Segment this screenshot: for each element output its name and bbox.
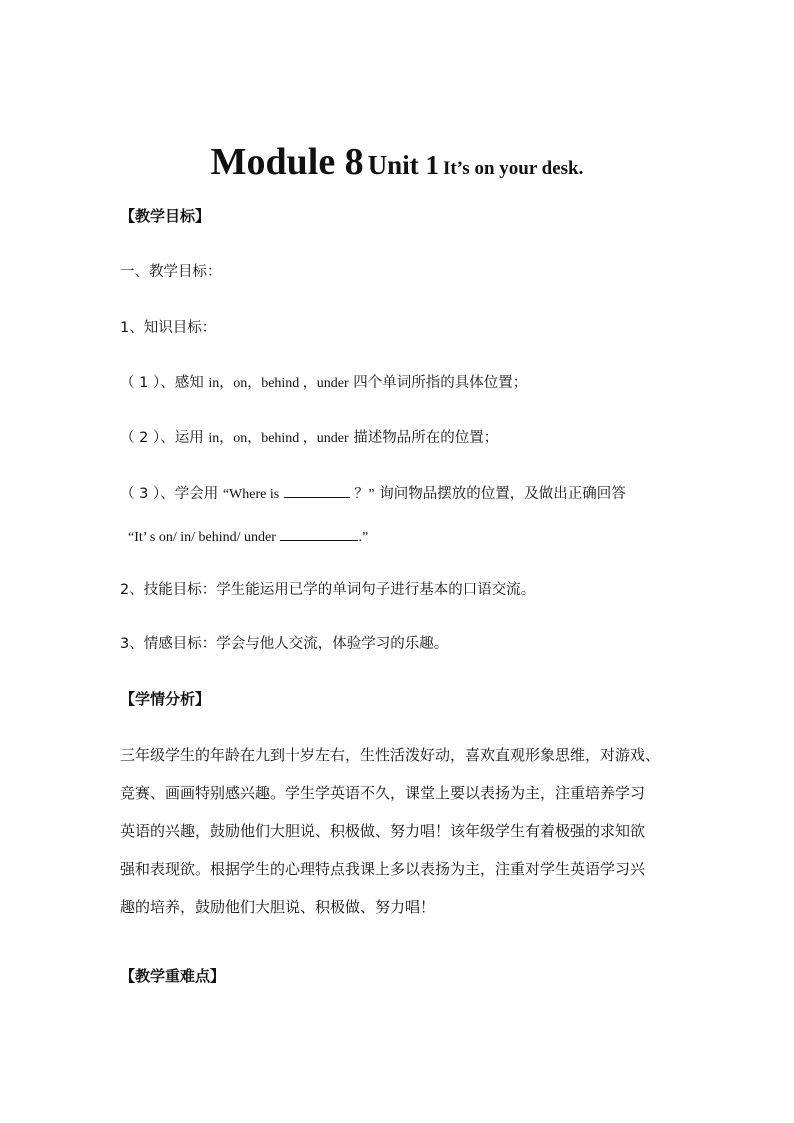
knowledge-item-1 — [120, 373, 527, 394]
k1-suffix: 四个单词所指的具体位置； — [353, 375, 528, 391]
title-unit: Unit 1 — [367, 150, 439, 180]
k3-suffix: 询问物品摆放的位置，及做出正确回答 — [379, 486, 626, 502]
analysis-paragraph — [120, 736, 680, 926]
title-module: Module 8 — [210, 141, 364, 183]
analysis-line: 三年级学生的年龄在九到十岁左右，生性活泼好动，喜欢直观形象思维，对游戏、 — [120, 746, 661, 764]
k2-suffix: 描述物品所在的位置； — [353, 430, 499, 446]
knowledge-item-3-answer — [128, 526, 368, 548]
k2-words: in，on，behind ，under — [208, 431, 349, 446]
knowledge-item-3 — [120, 483, 626, 505]
analysis-heading: 【学情分析】 — [120, 690, 211, 708]
k1-prefix: （ 1 ）、感知 — [120, 375, 204, 391]
knowledge-item-2 — [120, 428, 498, 449]
objectives-heading: 【教学目标】 — [120, 207, 211, 225]
knowledge-heading: 1、知识目标： — [120, 320, 217, 336]
k3-question-close: ？” — [354, 487, 375, 502]
analysis-line: 强和表现欲。根据学生的心理特点我课上多以表扬为主，注重对学生英语学习兴 — [120, 860, 646, 878]
objectives-intro: 一、教学目标： — [120, 264, 222, 280]
page-title — [0, 140, 794, 184]
analysis-line: 趣的培养，鼓励他们大胆说、积极做、努力唱！ — [120, 898, 436, 916]
k2-prefix: （ 2 ）、运用 — [120, 430, 204, 446]
k3-answer-text: “It’ s on/ in/ behind/ under — [128, 530, 276, 545]
question-blank — [284, 483, 350, 498]
answer-blank — [280, 526, 358, 541]
k3-answer-close: .” — [358, 530, 369, 545]
skill-objective: 2、技能目标：学生能运用已学的单词句子进行基本的口语交流。 — [120, 582, 536, 598]
emotion-objective: 3、情感目标：学会与他人交流，体验学习的乐趣。 — [120, 636, 449, 652]
keypoints-heading: 【教学重难点】 — [120, 967, 226, 985]
analysis-line: 英语的兴趣，鼓励他们大胆说、积极做、努力唱！该年级学生有着极强的求知欲 — [120, 822, 646, 840]
title-subtitle: It’s on your desk. — [442, 158, 584, 179]
k1-words: in，on，behind ，under — [208, 376, 349, 391]
k3-question-open: “Where is — [222, 487, 280, 502]
k3-prefix: （ 3 ）、学会用 — [120, 486, 219, 502]
analysis-line: 竞赛、画画特别感兴趣。学生学英语不久，课堂上要以表扬为主，注重培养学习 — [120, 784, 646, 802]
